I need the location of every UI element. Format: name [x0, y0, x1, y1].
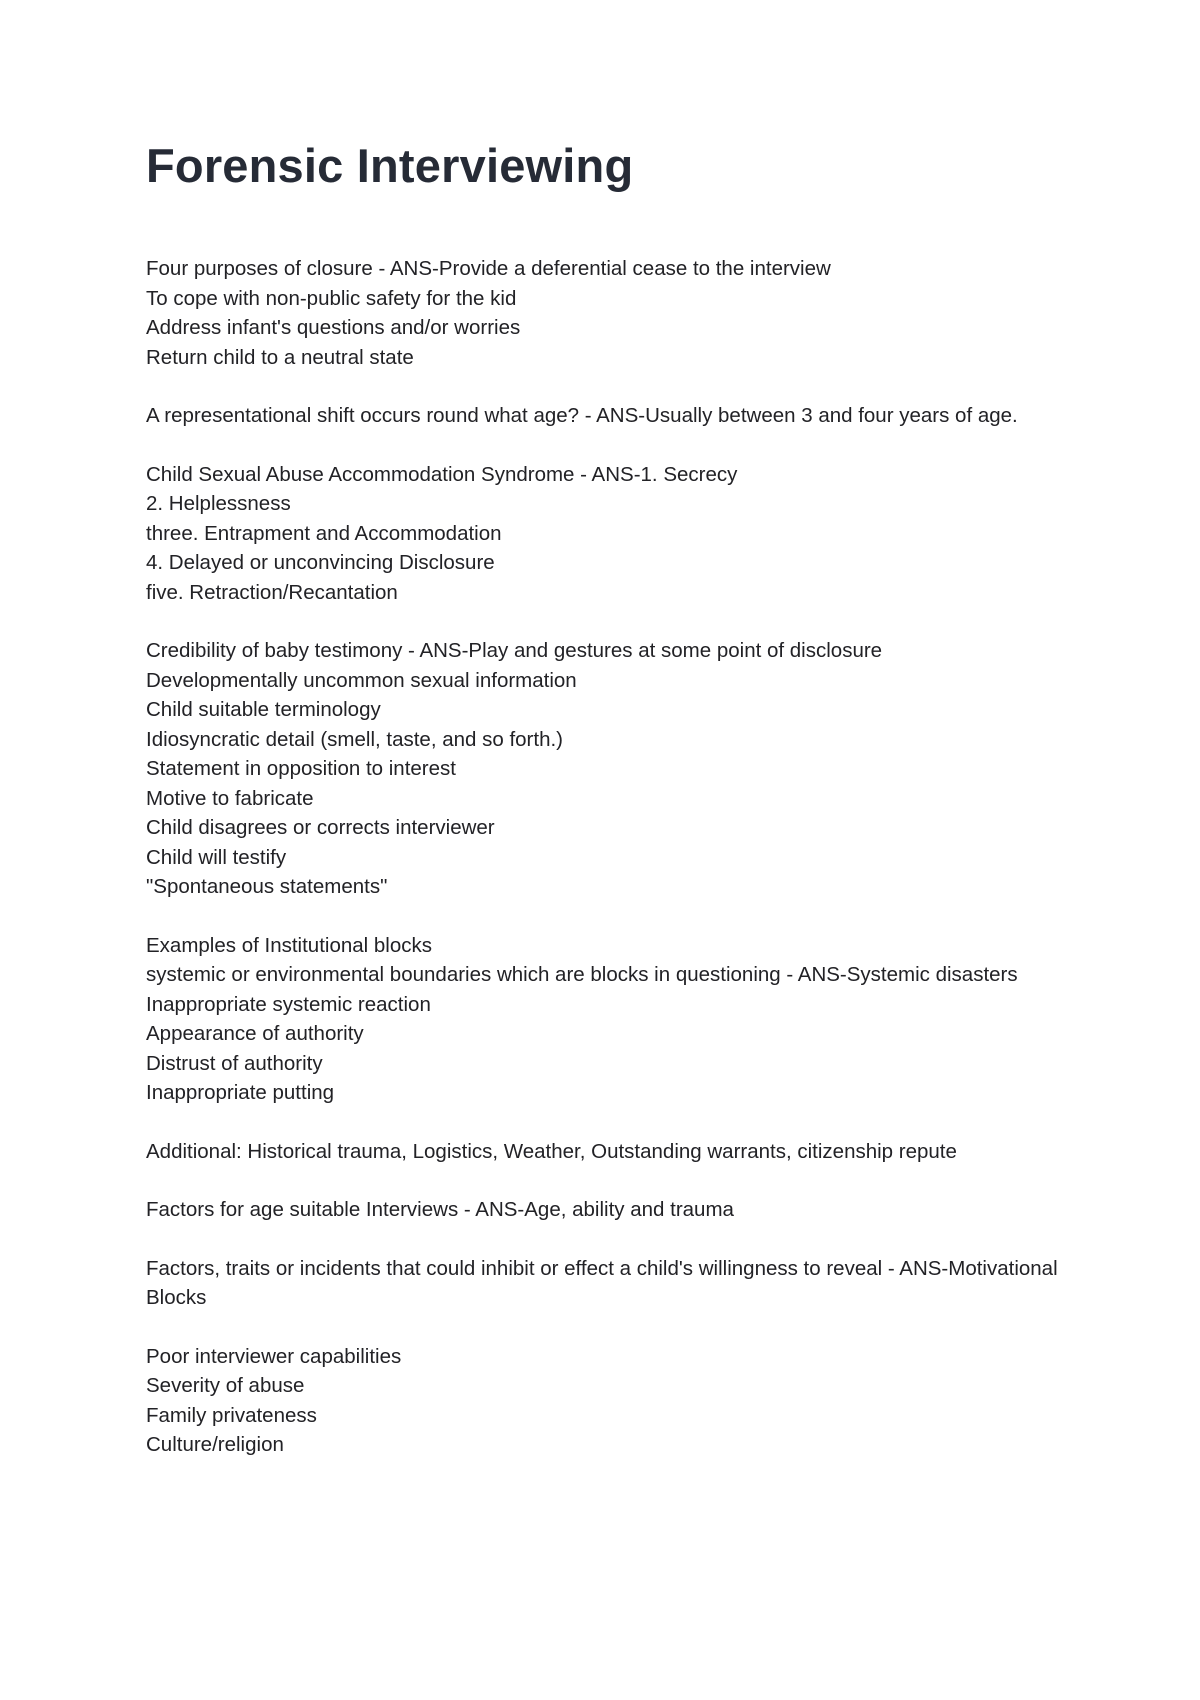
text-line: Inappropriate systemic reaction [146, 992, 431, 1016]
representational-shift-block [146, 401, 1066, 431]
text-line: Return child to a neutral state [146, 345, 414, 369]
text-line: Child will testify [146, 845, 287, 869]
text-line: Severity of abuse [146, 1374, 305, 1397]
credibility-block [146, 636, 1066, 902]
text-line: Inappropriate putting [146, 1081, 335, 1104]
text-line: systemic or environmental boundaries which are blocks in questioning - ANS-Systemic disasters [146, 963, 1018, 986]
document-title: Forensic Interviewing [146, 139, 634, 192]
csaas-block [146, 460, 1066, 608]
additional-block [146, 1137, 1066, 1167]
text-line: 2. Helplessness [146, 492, 291, 515]
text-line: Poor interviewer capabilities [146, 1344, 402, 1368]
text-line: Examples of Institutional blocks [146, 933, 432, 957]
text-line: Credibility of baby testimony - ANS-Play and gestures at some point of disclosure [146, 639, 883, 662]
text-line: Additional: Historical trauma, Logistics, Weather, Outstanding warrants, citizenship repute [146, 1139, 957, 1163]
text-line: Family privateness [146, 1403, 317, 1427]
text-line: Motive to fabricate [146, 786, 314, 810]
text-line: A representational shift occurs round what age? - ANS-Usually between 3 and four years of age. [146, 404, 1018, 427]
age-suitable-block [146, 1195, 1066, 1225]
text-line: Developmentally uncommon sexual information [146, 668, 577, 692]
text-line: Factors, traits or incidents that could inhibit or effect a child's willingness to reveal - ANS-Motivational Blocks [146, 1256, 1058, 1309]
text-line: Child suitable terminology [146, 698, 381, 721]
text-line: Appearance of authority [146, 1022, 364, 1045]
text-line: Culture/religion [146, 1433, 284, 1456]
institutional-blocks-block [146, 931, 1066, 1108]
text-line: 4. Delayed or unconvincing Disclosure [146, 551, 495, 574]
document-page [146, 138, 1066, 1489]
text-line: Statement in opposition to interest [146, 757, 456, 780]
closure-purposes-block [146, 254, 1066, 372]
text-line: Four purposes of closure - ANS-Provide a deferential cease to the interview [146, 257, 831, 280]
text-line: Address infant's questions and/or worries [146, 316, 521, 339]
text-line: Child Sexual Abuse Accommodation Syndrome - ANS-1. Secrecy [146, 462, 738, 486]
text-line: "Spontaneous statements" [146, 875, 388, 898]
text-line: five. Retraction/Recantation [146, 580, 398, 604]
text-line: Distrust of authority [146, 1051, 323, 1075]
text-line: Idiosyncratic detail (smell, taste, and so forth.) [146, 727, 564, 751]
text-line: three. Entrapment and Accommodation [146, 521, 502, 545]
text-line: Factors for age suitable Interviews - ANS-Age, ability and trauma [146, 1198, 734, 1221]
text-line: To cope with non-public safety for the kid [146, 286, 517, 310]
text-line: Child disagrees or corrects interviewer [146, 816, 495, 839]
motivational-blocks-list [146, 1342, 1066, 1460]
willingness-block [146, 1254, 1066, 1313]
